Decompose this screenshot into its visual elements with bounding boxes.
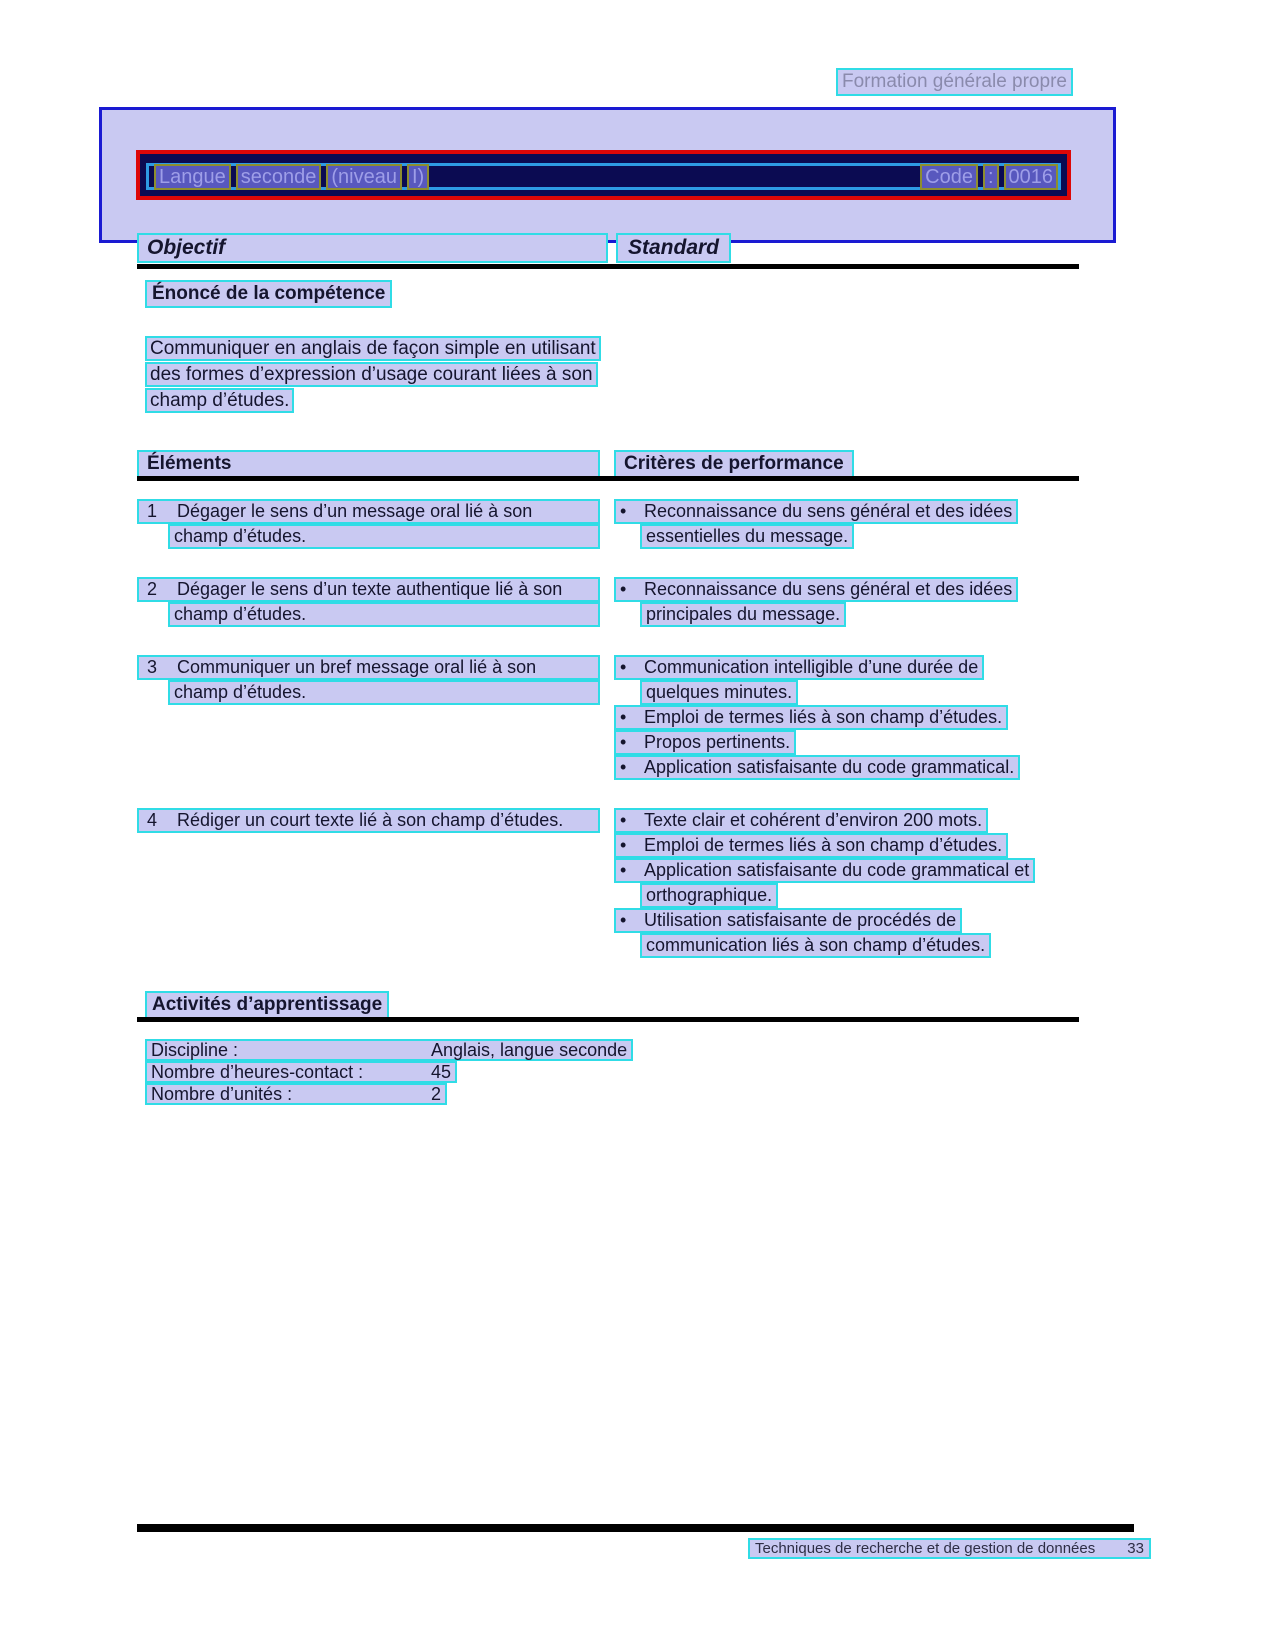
element-item <box>137 577 1080 627</box>
activities-rows <box>145 1039 633 1105</box>
criterion-line-text: Reconnaissance du sens général et des idées <box>644 579 1013 599</box>
column-objectif-wrap <box>137 233 608 263</box>
activity-label: Nombre d’unités : <box>151 1084 293 1104</box>
code-words <box>915 164 1058 190</box>
criterion-line-highlight <box>614 858 1035 883</box>
section-rule <box>137 264 1079 269</box>
activity-value: 2 <box>431 1084 442 1104</box>
criterion-line-highlight <box>640 933 991 958</box>
criterion-line <box>614 808 1080 833</box>
item-line <box>137 680 614 705</box>
criterion-line-highlight <box>614 808 988 833</box>
elements-heading-right: Critères de performance <box>614 450 854 478</box>
bullet-icon: • <box>620 835 627 855</box>
footer-highlight <box>748 1538 1151 1559</box>
criterion-line-highlight <box>640 602 846 627</box>
bullet-icon: • <box>620 501 627 521</box>
competence-line-row <box>145 336 601 362</box>
criterion-line-text: Emploi de termes liés à son champ d’études. <box>644 835 1003 855</box>
item-line <box>137 577 614 602</box>
competence-line: des formes d’expression d’usage courant liées à son <box>145 362 598 387</box>
competence-paragraph <box>145 336 601 414</box>
column-standard: Standard <box>616 233 731 263</box>
bullet-icon: • <box>620 732 627 752</box>
activity-row <box>145 1083 633 1105</box>
footer-text: Techniques de recherche et de gestion de données <box>755 1540 1096 1557</box>
header-label-wrap <box>836 68 1073 96</box>
item-line-highlight <box>137 499 600 524</box>
criterion-line <box>614 680 1080 705</box>
criterion-line <box>614 730 1080 755</box>
criterion-line-highlight <box>640 524 854 549</box>
item-line-text: champ d’études. <box>174 526 307 546</box>
title-line-box <box>146 163 1061 190</box>
title-word: seconde <box>236 164 322 190</box>
footer <box>748 1538 1151 1559</box>
criterion-line-text: principales du message. <box>646 604 841 624</box>
title-word: I) <box>407 164 429 190</box>
item-line <box>137 808 614 833</box>
criterion-line <box>614 499 1080 524</box>
bullet-icon: • <box>620 910 627 930</box>
title-words <box>149 164 429 190</box>
title-word: (niveau <box>326 164 402 190</box>
item-number: 3 <box>147 657 158 677</box>
title-box <box>136 150 1071 200</box>
bullet-icon: • <box>620 810 627 830</box>
criterion-line <box>614 655 1080 680</box>
item-number: 2 <box>147 579 158 599</box>
item-line-text: champ d’études. <box>174 682 307 702</box>
element-item <box>137 808 1080 958</box>
criterion-line <box>614 908 1080 933</box>
elements-heading-left: Éléments <box>137 450 600 478</box>
criterion-line <box>614 858 1080 883</box>
criterion-line-highlight <box>614 705 1008 730</box>
competence-heading-wrap <box>145 280 392 308</box>
item-criteria <box>614 577 1080 627</box>
item-criteria <box>614 808 1080 958</box>
activity-value: 45 <box>431 1062 452 1082</box>
section-rule <box>137 1017 1079 1022</box>
code-word: : <box>983 164 999 190</box>
criterion-line <box>614 883 1080 908</box>
criterion-line <box>614 933 1080 958</box>
criterion-line-highlight <box>614 908 962 933</box>
element-item <box>137 655 1080 780</box>
criterion-line-text: Propos pertinents. <box>644 732 791 752</box>
criterion-line-text: quelques minutes. <box>646 682 793 702</box>
criterion-line-text: Texte clair et cohérent d’environ 200 mots. <box>644 810 983 830</box>
elements-heading-right-wrap <box>614 450 854 478</box>
criterion-line-text: Communication intelligible d’une durée de <box>644 657 979 677</box>
activity-value: Anglais, langue seconde <box>431 1040 628 1060</box>
bullet-icon: • <box>620 657 627 677</box>
activity-row-highlight <box>145 1083 447 1105</box>
criterion-line-highlight <box>614 730 796 755</box>
item-line <box>137 602 614 627</box>
competence-line-row <box>145 388 601 414</box>
criterion-line-text: communication liés à son champ d’études. <box>646 935 986 955</box>
activities-heading-wrap <box>145 991 389 1019</box>
item-line-text: Communiquer un bref message oral lié à son <box>177 657 537 677</box>
activity-label: Discipline : <box>151 1040 239 1060</box>
criterion-line-highlight <box>614 577 1018 602</box>
criterion-line-text: Reconnaissance du sens général et des idées <box>644 501 1013 521</box>
criterion-line-highlight <box>640 883 778 908</box>
item-line-text: Rédiger un court texte lié à son champ d’études. <box>177 810 564 830</box>
bullet-icon: • <box>620 860 627 880</box>
item-line-highlight <box>168 524 600 549</box>
criterion-line <box>614 602 1080 627</box>
criterion-line-text: Application satisfaisante du code grammatical et <box>644 860 1030 880</box>
item-statement <box>137 808 614 958</box>
bullet-icon: • <box>620 579 627 599</box>
item-statement <box>137 577 614 627</box>
criterion-line-text: Emploi de termes liés à son champ d’études. <box>644 707 1003 727</box>
item-line-highlight <box>168 680 600 705</box>
criterion-line-highlight <box>640 680 798 705</box>
item-statement <box>137 655 614 780</box>
header-label: Formation générale propre <box>836 68 1073 96</box>
item-line-highlight <box>137 808 600 833</box>
item-number: 4 <box>147 810 158 830</box>
item-line <box>137 655 614 680</box>
criterion-line-text: orthographique. <box>646 885 773 905</box>
activity-row-highlight <box>145 1039 633 1061</box>
footer-page-number: 33 <box>1127 1540 1144 1557</box>
criterion-line <box>614 524 1080 549</box>
item-line-highlight <box>168 602 600 627</box>
criterion-line-text: Application satisfaisante du code grammatical. <box>644 757 1015 777</box>
criterion-line-text: essentielles du message. <box>646 526 849 546</box>
criterion-line-text: Utilisation satisfaisante de procédés de <box>644 910 957 930</box>
item-line <box>137 499 614 524</box>
criterion-line <box>614 577 1080 602</box>
item-criteria <box>614 655 1080 780</box>
activities-heading: Activités d’apprentissage <box>145 991 389 1019</box>
criterion-line-highlight <box>614 655 984 680</box>
criterion-line-highlight <box>614 755 1020 780</box>
activity-row-highlight <box>145 1061 457 1083</box>
activity-row <box>145 1039 633 1061</box>
bullet-icon: • <box>620 707 627 727</box>
item-line-highlight <box>137 577 600 602</box>
section-rule <box>137 476 1079 481</box>
item-statement <box>137 499 614 549</box>
criterion-line <box>614 833 1080 858</box>
activity-row <box>145 1061 633 1083</box>
elements-heading-left-wrap <box>137 450 600 478</box>
elements-items <box>137 499 1080 986</box>
footer-rule <box>137 1524 1134 1532</box>
item-line-highlight <box>137 655 600 680</box>
element-item <box>137 499 1080 549</box>
competence-line: Communiquer en anglais de façon simple en utilisant <box>145 336 601 361</box>
item-number: 1 <box>147 501 158 521</box>
title-word: Langue <box>154 164 231 190</box>
item-line-text: Dégager le sens d’un message oral lié à son <box>177 501 533 521</box>
column-standard-wrap <box>616 233 731 263</box>
title-banner <box>99 107 1116 243</box>
criterion-line-highlight <box>614 499 1018 524</box>
criterion-line-highlight <box>614 833 1008 858</box>
competence-heading: Énoncé de la compétence <box>145 280 392 308</box>
competence-line: champ d’études. <box>145 388 294 413</box>
item-line-text: champ d’études. <box>174 604 307 624</box>
item-line-text: Dégager le sens d’un texte authentique lié à son <box>177 579 563 599</box>
column-objectif: Objectif <box>137 233 608 263</box>
activity-label: Nombre d’heures-contact : <box>151 1062 364 1082</box>
competence-line-row <box>145 362 601 388</box>
criterion-line <box>614 705 1080 730</box>
item-criteria <box>614 499 1080 549</box>
item-line <box>137 524 614 549</box>
bullet-icon: • <box>620 757 627 777</box>
criterion-line <box>614 755 1080 780</box>
code-word: Code <box>920 164 978 190</box>
code-word: 0016 <box>1004 164 1059 190</box>
